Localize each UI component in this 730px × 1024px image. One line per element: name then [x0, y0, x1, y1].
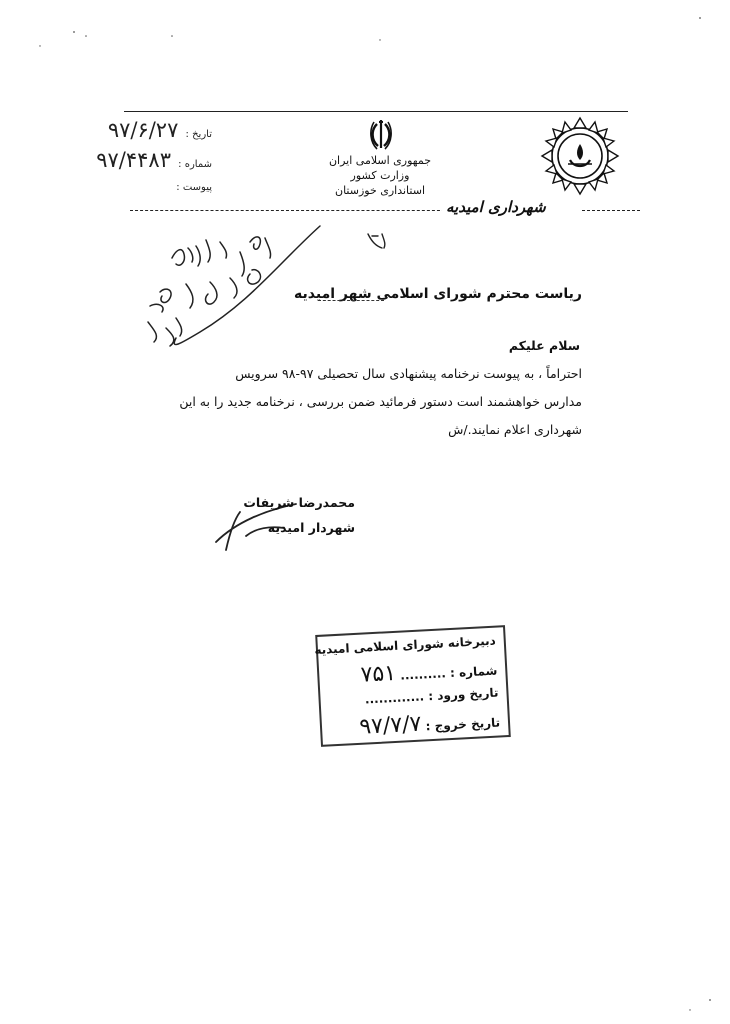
recipient-dash: [318, 300, 384, 301]
stamp-entry-value: ۹۷/۷/۷: [358, 711, 423, 740]
secretariat-stamp: [315, 625, 511, 747]
stamp-exit-row: [359, 708, 501, 740]
gov-line-2: وزارت کشور: [350, 169, 410, 182]
stamp-entry-row: تاریخ ورود : .............: [364, 685, 499, 707]
banner-line-left: [130, 210, 450, 211]
date-label: تاریخ :: [185, 129, 212, 140]
stamp-number-value: ۷۵۱: [359, 660, 397, 688]
recipient-line: ریاست محترم شورای اسلامی شهر امیدیه: [294, 286, 582, 302]
municipality-banner: [130, 200, 640, 220]
iran-emblem-icon: [368, 118, 394, 152]
number-row: [96, 148, 212, 172]
signer-title: شهردار امیدیه: [267, 520, 355, 535]
date-row: [108, 118, 212, 142]
date-value: ۹۷/۶/۲۷: [107, 118, 179, 142]
org-title: شهرداری امیدیه: [442, 198, 550, 216]
stamp-number-row: شماره : .......... ۷۵۱: [359, 660, 498, 688]
attachment-label: پیوست :: [176, 182, 212, 193]
number-value: ۹۷/۴۴۸۳: [96, 148, 171, 172]
number-label: شماره :: [178, 159, 212, 170]
body-line-3: شهرداری اعلام نمایند./ش: [448, 422, 582, 437]
stamp-exit-label: تاریخ خروج :: [425, 715, 501, 734]
banner-line-right: [582, 210, 640, 211]
body-line-1: احتراماً ، به پیوست نرخنامه پیشنهادی سال تحصیلی ۹۷-۹۸ سرویس: [235, 366, 582, 381]
header-rule: [124, 111, 628, 112]
signer-name: محمدرضا شریفات: [243, 495, 355, 510]
greeting: سلام علیکم: [508, 338, 580, 353]
stamp-title: دبیرخانه شورای اسلامی امیدیه: [314, 633, 497, 658]
gov-line-1: جمهوری اسلامی ایران: [328, 154, 432, 167]
municipality-logo-icon: [538, 114, 622, 198]
stamp-entry-label: تاریخ ورود :: [427, 685, 499, 704]
attachment-row: [176, 182, 212, 193]
gov-line-3: استانداری خوزستان: [334, 184, 425, 197]
initials-mark-icon: [364, 230, 390, 252]
body-line-2: مدارس خواهشمند است دستور فرمائید ضمن بررسی ، نرخنامه جدید را به این: [179, 394, 582, 409]
stamp-number-label: شماره :: [449, 663, 498, 681]
